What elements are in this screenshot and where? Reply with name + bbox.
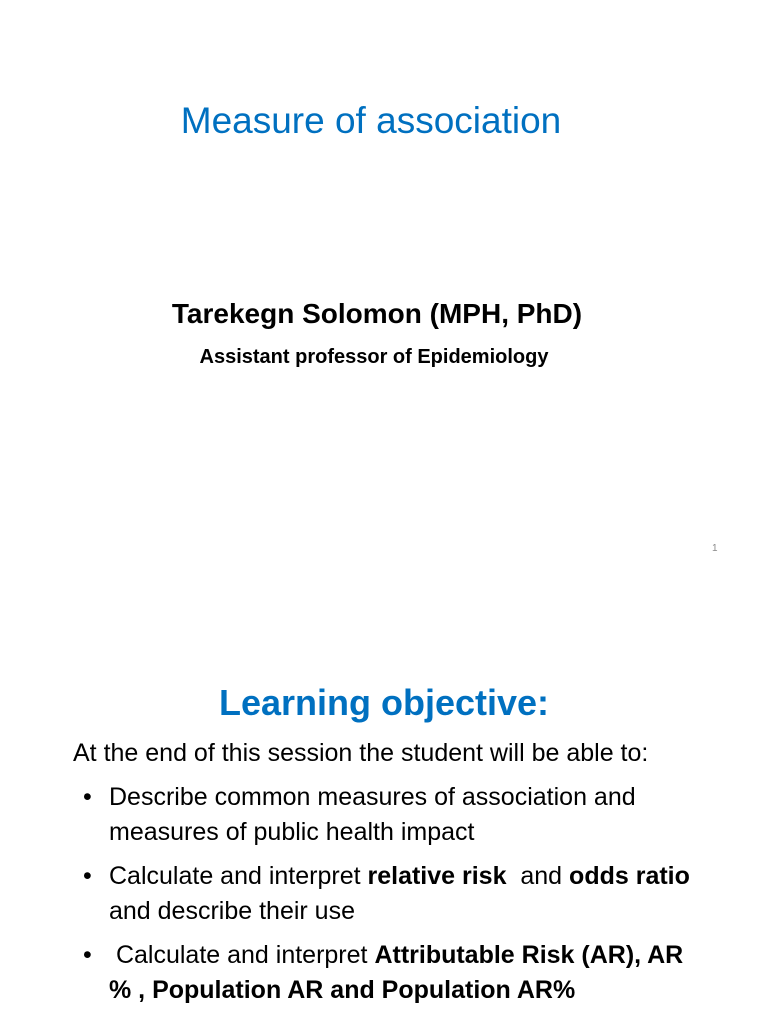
bullet-text: Calculate and interpret (109, 862, 368, 890)
term-attributable-risk: Attributable Risk (AR), AR (374, 941, 684, 969)
objectives-list (0, 780, 768, 1017)
author-name: Tarekegn Solomon (MPH, PhD) (171, 298, 583, 329)
term-odds-ratio: odds ratio (569, 862, 690, 890)
term-relative-risk: relative risk (367, 862, 507, 890)
bullet-icon: • (83, 941, 92, 969)
bullet-text: Calculate and interpret (109, 941, 375, 969)
bullet-text: and (506, 862, 570, 890)
intro-text: At the end of this session the student will be able to: (73, 739, 649, 767)
slide-2 (0, 576, 768, 1024)
slide-title: Learning objective: (218, 682, 550, 723)
slide-title: Measure of association (180, 100, 562, 141)
bullet-icon: • (83, 862, 92, 890)
author-role: Assistant professor of Epidemiology (199, 346, 549, 368)
page-number: 1 (712, 543, 718, 554)
list-item (0, 859, 768, 929)
term-population-ar: % , Population AR and Population AR% (109, 976, 576, 1004)
bullet-icon: • (83, 783, 92, 811)
bullet-text: measures of public health impact (109, 818, 475, 846)
list-item (0, 780, 768, 850)
list-item (0, 938, 768, 1008)
bullet-text: Describe common measures of association and (109, 783, 636, 811)
bullet-text: and describe their use (109, 897, 355, 925)
